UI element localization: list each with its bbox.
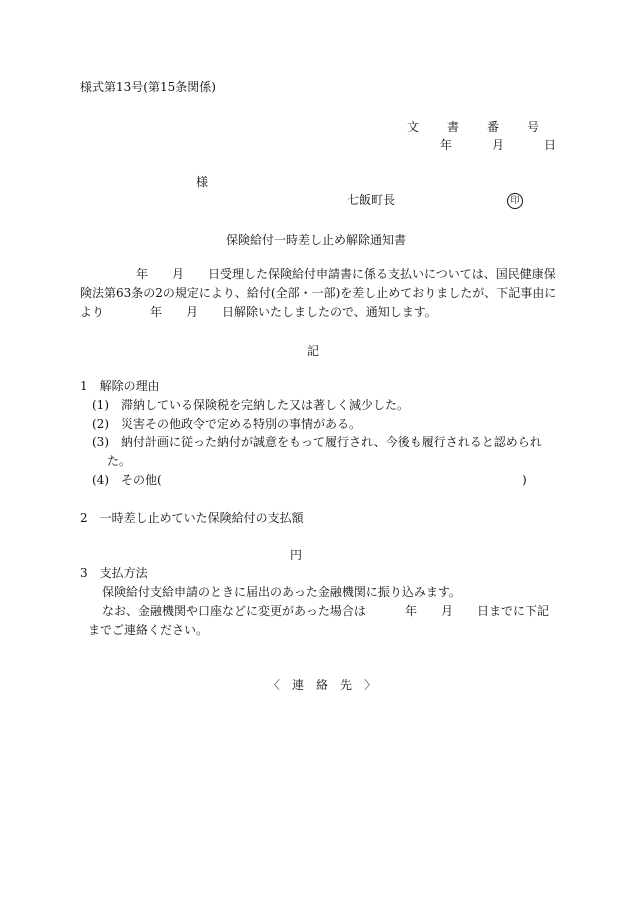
reason-item-4-close: ) [522,473,527,487]
document-number-label: 文 書 番 号 [407,120,548,134]
document-title: 保険給付一時差し止め解除通知書 [226,233,407,247]
section3-heading: 3 支払方法 [80,566,148,580]
reason-item-1: (1) 滞納している保険税を完納した又は著しく減少した。 [92,398,410,412]
reason-item-3: (3) 納付計画に従った納付が誠意をもって履行され、今後も履行されると認められ [92,435,542,449]
ki-heading: 記 [307,344,320,358]
addressee-suffix: 様 [196,175,209,189]
body-line-2: 険法第63条の2の規定により、給付(全部・一部)を差し止めておりましたが、下記事由に [80,286,557,300]
reason-item-3-cont: た。 [107,454,132,468]
payment-line-2a: なお、金融機関や口座などに変更があった場合は [102,604,366,618]
reason-item-4: (4) その他( [92,473,162,487]
payment-line-1: 保険給付支給申請のときに届出のあった金融機関に振り込みます。 [102,585,461,599]
body-line-1: 年 月 日受理した保険給付申請書に係る支払いについては、国民健康保 [136,267,556,281]
contact-heading: 〈 連 絡 先 〉 [268,678,377,692]
amount-unit: 円 [290,548,303,562]
payment-line-2b: 年 月 日までに下記 [405,604,550,618]
section2-heading: 2 一時差し止めていた保険給付の支払額 [80,511,304,525]
body-line-3b: 年 月 日解除いたしましたので、通知します。 [150,305,437,319]
issuer-name: 七飯町長 [347,193,396,207]
body-line-3a: より [80,305,105,319]
form-number: 様式第13号(第15条関係) [80,80,216,94]
seal-mark: 印 [507,193,523,209]
date-label: 年 月 日 [440,138,571,152]
reason-item-2: (2) 災害その他政令で定める特別の事情がある。 [92,417,361,431]
payment-line-3: までご連絡ください。 [88,623,209,637]
section1-heading: 1 解除の理由 [80,379,160,393]
